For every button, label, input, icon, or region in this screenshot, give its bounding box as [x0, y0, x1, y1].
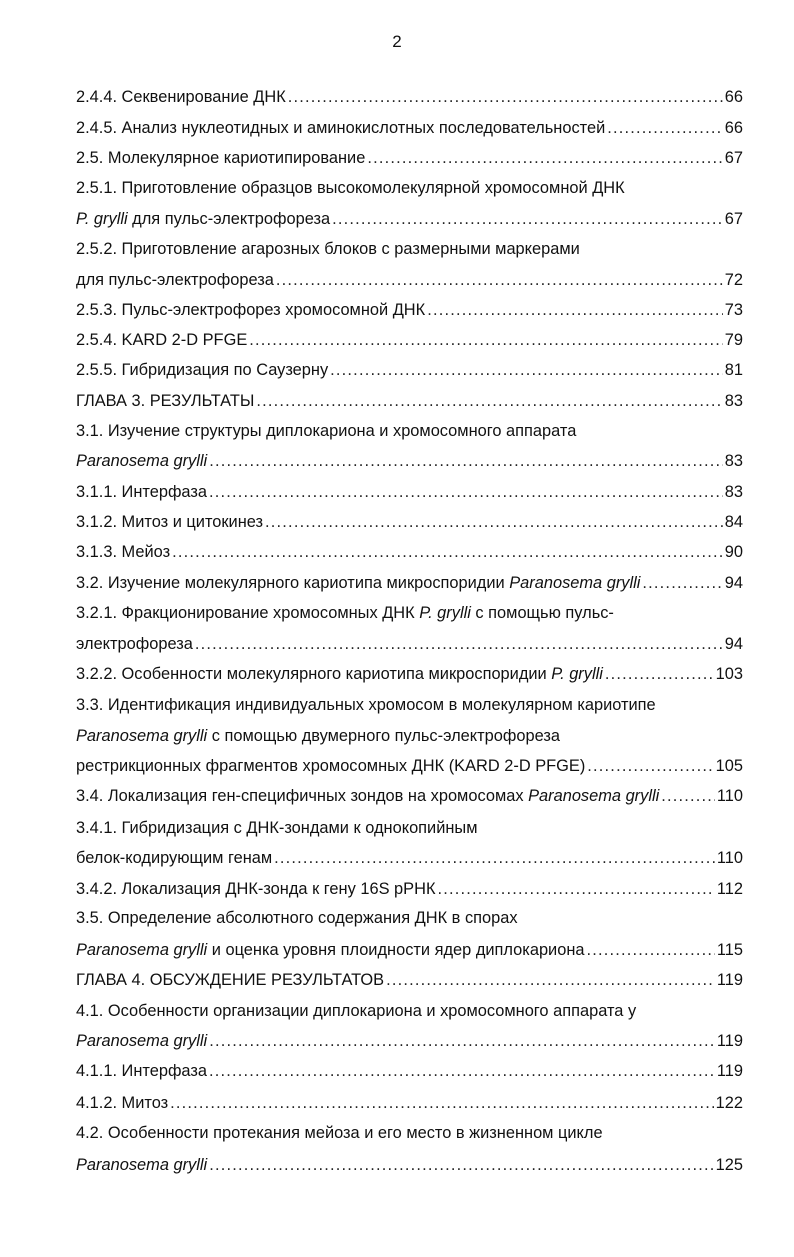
toc-entry-title	[76, 1002, 636, 1020]
dot-leader	[195, 631, 723, 657]
toc-entry-text: 2.5.5. Гибридизация по Саузерну	[76, 361, 329, 379]
toc-page-number: 119	[716, 1032, 743, 1050]
toc-page-number: 110	[716, 849, 743, 867]
toc-entry-title	[76, 819, 477, 837]
species-name: P. grylli	[76, 210, 128, 228]
toc-entry-text: 2.5.4. KARD 2-D PFGE	[76, 331, 248, 349]
toc-entry-title	[76, 84, 286, 110]
toc-entry	[76, 206, 743, 232]
toc-page-number: 83	[724, 392, 743, 410]
toc-entry-title	[76, 240, 580, 258]
toc-entry	[76, 297, 743, 323]
dot-leader	[607, 115, 723, 141]
toc-entry-text: белок-кодирующим генам	[76, 849, 273, 867]
toc-page-number: 73	[724, 301, 743, 319]
toc-entry-text: ГЛАВА 3. РЕЗУЛЬТАТЫ	[76, 392, 255, 410]
toc-page-number: 67	[724, 149, 743, 167]
toc-entry	[76, 845, 743, 871]
dot-leader	[587, 937, 715, 963]
toc-entry-text: 3.5. Определение абсолютного содержания ДНК в спорах	[76, 909, 518, 927]
species-name: Paranosema grylli	[76, 727, 208, 745]
toc-page-number: 115	[716, 941, 743, 959]
toc-page-number: 105	[715, 757, 743, 775]
dot-leader	[661, 783, 715, 809]
dot-leader	[265, 509, 723, 535]
toc-entry-text: 3.1.2. Митоз и цитокинез	[76, 513, 264, 531]
toc-entry-text: с помощью двумерного пульс-электрофореза	[207, 727, 560, 745]
toc-page-number: 119	[716, 1062, 743, 1080]
toc-page-number: 66	[724, 88, 743, 106]
dot-leader	[330, 357, 723, 383]
dot-leader	[249, 327, 723, 353]
toc-entry-title	[76, 604, 614, 622]
toc-entry-text: 3.1.3. Мейоз	[76, 543, 171, 561]
toc-entry-text: ГЛАВА 4. ОБСУЖДЕНИЕ РЕЗУЛЬТАТОВ	[76, 971, 385, 989]
species-name: P. grylli	[551, 665, 603, 683]
toc-heading-line	[76, 175, 743, 201]
toc-page-number: 83	[724, 452, 743, 470]
toc-page-number: 119	[716, 971, 743, 989]
toc-page-number: 125	[715, 1156, 743, 1174]
toc-entry-title	[76, 388, 254, 414]
toc-entry-text: 3.1.1. Интерфаза	[76, 483, 207, 501]
toc-entry-text: 3.2.1. Фракционирование хромосомных ДНК	[76, 604, 420, 622]
dot-leader	[209, 479, 723, 505]
toc-entry-title	[76, 1058, 207, 1084]
toc-entry	[76, 661, 743, 687]
species-name: Paranosema grylli	[76, 941, 208, 959]
toc-entry	[76, 1152, 743, 1178]
toc-heading-line	[76, 236, 743, 262]
toc-heading-line	[76, 998, 743, 1024]
toc-entry-title	[76, 267, 274, 293]
toc-entry-text: 4.2. Особенности протекания мейоза и его место в жизненном цикле	[76, 1124, 603, 1142]
toc-entry	[76, 509, 743, 535]
toc-entry-text: 3.2. Изучение молекулярного кариотипа микроспоридии	[76, 574, 510, 592]
species-name: Paranosema grylli	[76, 1156, 208, 1174]
toc-entry-title	[76, 1124, 603, 1142]
dot-leader	[274, 845, 715, 871]
toc-page-number: 90	[724, 543, 743, 561]
toc-entry-title	[76, 1028, 207, 1054]
toc-page-number: 94	[724, 635, 743, 653]
toc-entry-text: 3.3. Идентификация индивидуальных хромосом в молекулярном кариотипе	[76, 696, 656, 714]
species-name: Paranosema grylli	[509, 574, 641, 592]
toc-entry	[76, 967, 743, 993]
toc-heading-line	[76, 1120, 743, 1146]
toc-entry-title	[76, 1090, 168, 1116]
dot-leader	[642, 570, 722, 596]
toc-page-number: 83	[724, 483, 743, 501]
toc-entry-text: и оценка уровня плоидности ядер диплокариона	[207, 941, 585, 959]
toc-entry-title	[76, 783, 659, 809]
toc-entry-title	[76, 937, 585, 963]
toc-page-number: 112	[716, 880, 743, 898]
toc-entry-title	[76, 909, 518, 927]
toc-entry-text: 3.1. Изучение структуры диплокариона и хромосомного аппарата	[76, 422, 577, 440]
toc-entry-title	[76, 297, 425, 323]
toc-entry-text: 2.5. Молекулярное кариотипирование	[76, 149, 366, 167]
toc-entry	[76, 1090, 743, 1116]
toc-entry	[76, 539, 743, 565]
toc-entry-text: 4.1.1. Интерфаза	[76, 1062, 207, 1080]
dot-leader	[209, 1058, 715, 1084]
toc-page-number: 110	[716, 787, 743, 805]
toc-entry-title	[76, 539, 170, 565]
dot-leader	[386, 967, 715, 993]
toc-entry-text: рестрикционных фрагментов хромосомных ДНК (KARD 2-D PFGE)	[76, 757, 586, 775]
toc-entry	[76, 479, 743, 505]
toc-entry-text: для пульс-электрофореза	[127, 210, 331, 228]
toc-entry-title	[76, 727, 560, 745]
dot-leader	[209, 1028, 715, 1054]
toc-entry-title	[76, 448, 207, 474]
toc-entry-text: 2.4.5. Анализ нуклеотидных и аминокислотных последовательностей	[76, 119, 606, 137]
toc-entry-text: 3.4.1. Гибридизация с ДНК-зондами к однокопийным	[76, 819, 478, 837]
toc-entry	[76, 876, 743, 902]
toc-entry	[76, 267, 743, 293]
toc-heading-line	[76, 418, 743, 444]
dot-leader	[170, 1090, 713, 1116]
toc-entry-title	[76, 179, 625, 197]
toc-entry-title	[76, 967, 384, 993]
toc-entry-text: 3.2.2. Особенности молекулярного кариотипа микроспоридии	[76, 665, 552, 683]
toc-entry-title	[76, 115, 605, 141]
toc-entry	[76, 448, 743, 474]
dot-leader	[256, 388, 722, 414]
toc-entry-text: 2.5.2. Приготовление агарозных блоков с размерными маркерами	[76, 240, 580, 258]
toc-entry-text: 2.4.4. Секвенирование ДНК	[76, 88, 286, 106]
toc-entry	[76, 145, 743, 171]
dot-leader	[427, 297, 723, 323]
toc-entry	[76, 1058, 743, 1084]
species-name: Paranosema grylli	[528, 787, 660, 805]
toc-entry-title	[76, 876, 436, 902]
toc-entry-text: 3.4. Локализация ген-специфичных зондов на хромосомах	[76, 787, 529, 805]
page-number: 2	[392, 32, 402, 51]
dot-leader	[209, 1152, 713, 1178]
toc-page-number: 67	[724, 210, 743, 228]
toc-entry	[76, 115, 743, 141]
toc-page-number: 84	[724, 513, 743, 531]
toc-entry	[76, 570, 743, 596]
toc-heading-line	[76, 692, 743, 718]
toc-entry-text: 4.1.2. Митоз	[76, 1094, 169, 1112]
toc-page-number: 79	[724, 331, 743, 349]
toc-entry-text-tail: с помощью пульс-	[470, 604, 614, 622]
toc-entry	[76, 327, 743, 353]
dot-leader	[172, 539, 723, 565]
toc-entry-title	[76, 845, 272, 871]
dot-leader	[276, 267, 723, 293]
toc-entry-text: для пульс-электрофореза	[76, 271, 274, 289]
dot-leader	[438, 876, 715, 902]
toc-entry-title	[76, 479, 207, 505]
dot-leader	[605, 661, 714, 687]
toc-page-number: 122	[715, 1094, 743, 1112]
toc-heading-line	[76, 815, 743, 841]
dot-leader	[332, 206, 723, 232]
dot-leader	[587, 753, 713, 779]
species-name: Paranosema grylli	[76, 452, 208, 470]
species-name: P. grylli	[419, 604, 471, 622]
toc-entry	[76, 631, 743, 657]
toc-entry	[76, 937, 743, 963]
toc-entry-title	[76, 422, 576, 440]
toc-entry-title	[76, 696, 656, 714]
toc-entry-text: 2.5.3. Пульс-электрофорез хромосомной ДНК	[76, 301, 426, 319]
toc-page-number: 81	[724, 361, 743, 379]
toc-entry-title	[76, 206, 330, 232]
toc-entry-title	[76, 1152, 207, 1178]
toc-entry-title	[76, 327, 247, 353]
toc-page-number: 72	[724, 271, 743, 289]
toc-entry	[76, 357, 743, 383]
toc-heading-line	[76, 723, 743, 749]
toc-entry-text: 4.1. Особенности организации диплокариона и хромосомного аппарата у	[76, 1002, 637, 1020]
toc-page-number: 103	[715, 665, 743, 683]
dot-leader	[209, 448, 723, 474]
toc-entry-text: 2.5.1. Приготовление образцов высокомолекулярной хромосомной ДНК	[76, 179, 625, 197]
toc-entry-text: электрофореза	[76, 635, 193, 653]
dot-leader	[288, 84, 723, 110]
toc-heading-line	[76, 600, 743, 626]
toc-entry-title	[76, 570, 640, 596]
toc-entry	[76, 1028, 743, 1054]
toc-entry	[76, 783, 743, 809]
toc-entry-title	[76, 145, 365, 171]
toc-entry	[76, 388, 743, 414]
toc-entry-title	[76, 357, 328, 383]
toc-page-number: 66	[724, 119, 743, 137]
species-name: Paranosema grylli	[76, 1032, 208, 1050]
toc-entry-text: 3.4.2. Локализация ДНК-зонда к гену 16S рРНК	[76, 880, 436, 898]
toc-entry	[76, 753, 743, 779]
toc-entry-title	[76, 753, 585, 779]
toc-entry-title	[76, 661, 603, 687]
dot-leader	[367, 145, 722, 171]
toc-entry	[76, 84, 743, 110]
toc-entry-title	[76, 509, 263, 535]
toc-entry-title	[76, 631, 193, 657]
toc-page-number: 94	[724, 574, 743, 592]
toc-heading-line	[76, 905, 743, 931]
